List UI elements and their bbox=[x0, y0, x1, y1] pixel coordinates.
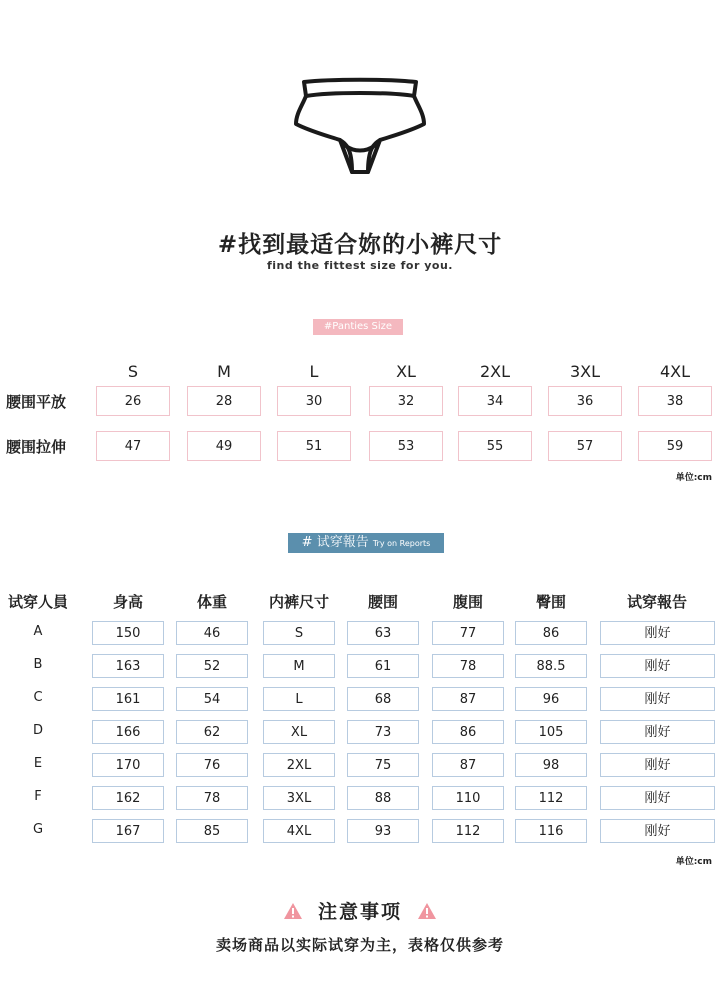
tryon-weight-cell: 62 bbox=[176, 720, 248, 744]
tryon-belly-cell: 110 bbox=[432, 786, 504, 810]
tryon-badge bbox=[288, 533, 444, 553]
size-value-cell: 36 bbox=[548, 386, 622, 416]
tryon-header: 臀围 bbox=[535, 593, 566, 611]
tryon-person: C bbox=[33, 690, 43, 705]
tryon-hip-cell: 116 bbox=[515, 819, 587, 843]
size-value-cell: 59 bbox=[638, 431, 712, 461]
tryon-size-cell: 2XL bbox=[263, 753, 335, 777]
size-row-label: 腰围平放 bbox=[6, 393, 67, 411]
size-value-cell: 26 bbox=[96, 386, 170, 416]
warning-triangle-icon bbox=[283, 902, 303, 920]
tryon-size-cell: XL bbox=[263, 720, 335, 744]
notice-title bbox=[0, 897, 720, 924]
tryon-report-cell: 刚好 bbox=[600, 819, 715, 843]
warning-triangle-icon bbox=[417, 902, 437, 920]
tryon-belly-cell: 78 bbox=[432, 654, 504, 678]
size-header: 2XL bbox=[479, 362, 511, 381]
size-value-cell: 55 bbox=[458, 431, 532, 461]
tryon-badge-main: # 试穿報告 bbox=[301, 535, 369, 550]
size-header: L bbox=[309, 362, 319, 381]
tryon-waist-cell: 61 bbox=[347, 654, 419, 678]
tryon-header: 试穿人員 bbox=[7, 593, 68, 611]
size-unit: 单位:cm bbox=[675, 473, 712, 483]
size-value-cell: 34 bbox=[458, 386, 532, 416]
tryon-size-cell: S bbox=[263, 621, 335, 645]
tryon-belly-cell: 112 bbox=[432, 819, 504, 843]
tryon-waist-cell: 68 bbox=[347, 687, 419, 711]
tryon-hip-cell: 98 bbox=[515, 753, 587, 777]
tryon-height-cell: 167 bbox=[92, 819, 164, 843]
tryon-waist-cell: 75 bbox=[347, 753, 419, 777]
size-value-cell: 57 bbox=[548, 431, 622, 461]
tryon-person: B bbox=[33, 657, 43, 672]
tryon-size-cell: M bbox=[263, 654, 335, 678]
tryon-belly-cell: 77 bbox=[432, 621, 504, 645]
tryon-weight-cell: 54 bbox=[176, 687, 248, 711]
size-header: 4XL bbox=[659, 362, 691, 381]
tryon-report-cell: 刚好 bbox=[600, 621, 715, 645]
tryon-unit: 单位:cm bbox=[675, 857, 712, 867]
tryon-report-cell: 刚好 bbox=[600, 786, 715, 810]
size-header: S bbox=[127, 362, 139, 381]
tryon-belly-cell: 87 bbox=[432, 753, 504, 777]
tryon-report-cell: 刚好 bbox=[600, 654, 715, 678]
tryon-header: 内裤尺寸 bbox=[268, 593, 329, 611]
size-value-cell: 51 bbox=[277, 431, 351, 461]
page-title: #找到最适合妳的小裤尺寸 bbox=[217, 232, 503, 258]
tryon-waist-cell: 93 bbox=[347, 819, 419, 843]
tryon-weight-cell: 78 bbox=[176, 786, 248, 810]
size-header: 3XL bbox=[569, 362, 601, 381]
tryon-report-cell: 刚好 bbox=[600, 753, 715, 777]
tryon-header: 体重 bbox=[196, 593, 227, 611]
tryon-height-cell: 170 bbox=[92, 753, 164, 777]
tryon-weight-cell: 46 bbox=[176, 621, 248, 645]
tryon-header: 身高 bbox=[112, 593, 143, 611]
tryon-waist-cell: 88 bbox=[347, 786, 419, 810]
tryon-person: A bbox=[33, 624, 43, 639]
tryon-person: E bbox=[33, 756, 43, 771]
tryon-size-cell: L bbox=[263, 687, 335, 711]
tryon-belly-cell: 87 bbox=[432, 687, 504, 711]
tryon-height-cell: 162 bbox=[92, 786, 164, 810]
tryon-header: 试穿報告 bbox=[626, 593, 687, 611]
tryon-weight-cell: 85 bbox=[176, 819, 248, 843]
tryon-person: D bbox=[32, 723, 43, 738]
tryon-header: 腹围 bbox=[452, 593, 483, 611]
tryon-height-cell: 166 bbox=[92, 720, 164, 744]
tryon-person: F bbox=[34, 789, 42, 804]
tryon-hip-cell: 105 bbox=[515, 720, 587, 744]
tryon-height-cell: 161 bbox=[92, 687, 164, 711]
tryon-weight-cell: 76 bbox=[176, 753, 248, 777]
tryon-height-cell: 163 bbox=[92, 654, 164, 678]
notice-title-text: 注意事项 bbox=[317, 901, 402, 923]
tryon-person: G bbox=[32, 822, 44, 837]
tryon-badge-sub: Try on Reports bbox=[372, 539, 431, 548]
tryon-header: 腰围 bbox=[367, 593, 398, 611]
size-row-label: 腰围拉伸 bbox=[6, 438, 67, 456]
size-value-cell: 32 bbox=[369, 386, 443, 416]
tryon-hip-cell: 96 bbox=[515, 687, 587, 711]
tryon-weight-cell: 52 bbox=[176, 654, 248, 678]
size-value-cell: 49 bbox=[187, 431, 261, 461]
size-value-cell: 30 bbox=[277, 386, 351, 416]
notice-text: 卖场商品以实际试穿为主，表格仅供参考 bbox=[215, 936, 504, 954]
tryon-belly-cell: 86 bbox=[432, 720, 504, 744]
size-header: M bbox=[217, 362, 231, 381]
tryon-hip-cell: 88.5 bbox=[515, 654, 587, 678]
tryon-hip-cell: 112 bbox=[515, 786, 587, 810]
panties-size-badge: #Panties Size bbox=[313, 319, 403, 335]
size-value-cell: 47 bbox=[96, 431, 170, 461]
tryon-waist-cell: 73 bbox=[347, 720, 419, 744]
page-subtitle: find the fittest size for you. bbox=[267, 259, 453, 272]
size-value-cell: 38 bbox=[638, 386, 712, 416]
tryon-hip-cell: 86 bbox=[515, 621, 587, 645]
tryon-height-cell: 150 bbox=[92, 621, 164, 645]
tryon-waist-cell: 63 bbox=[347, 621, 419, 645]
size-value-cell: 53 bbox=[369, 431, 443, 461]
size-value-cell: 28 bbox=[187, 386, 261, 416]
tryon-size-cell: 4XL bbox=[263, 819, 335, 843]
tryon-size-cell: 3XL bbox=[263, 786, 335, 810]
panties-icon bbox=[290, 74, 430, 182]
tryon-report-cell: 刚好 bbox=[600, 720, 715, 744]
tryon-report-cell: 刚好 bbox=[600, 687, 715, 711]
size-header: XL bbox=[396, 362, 416, 381]
